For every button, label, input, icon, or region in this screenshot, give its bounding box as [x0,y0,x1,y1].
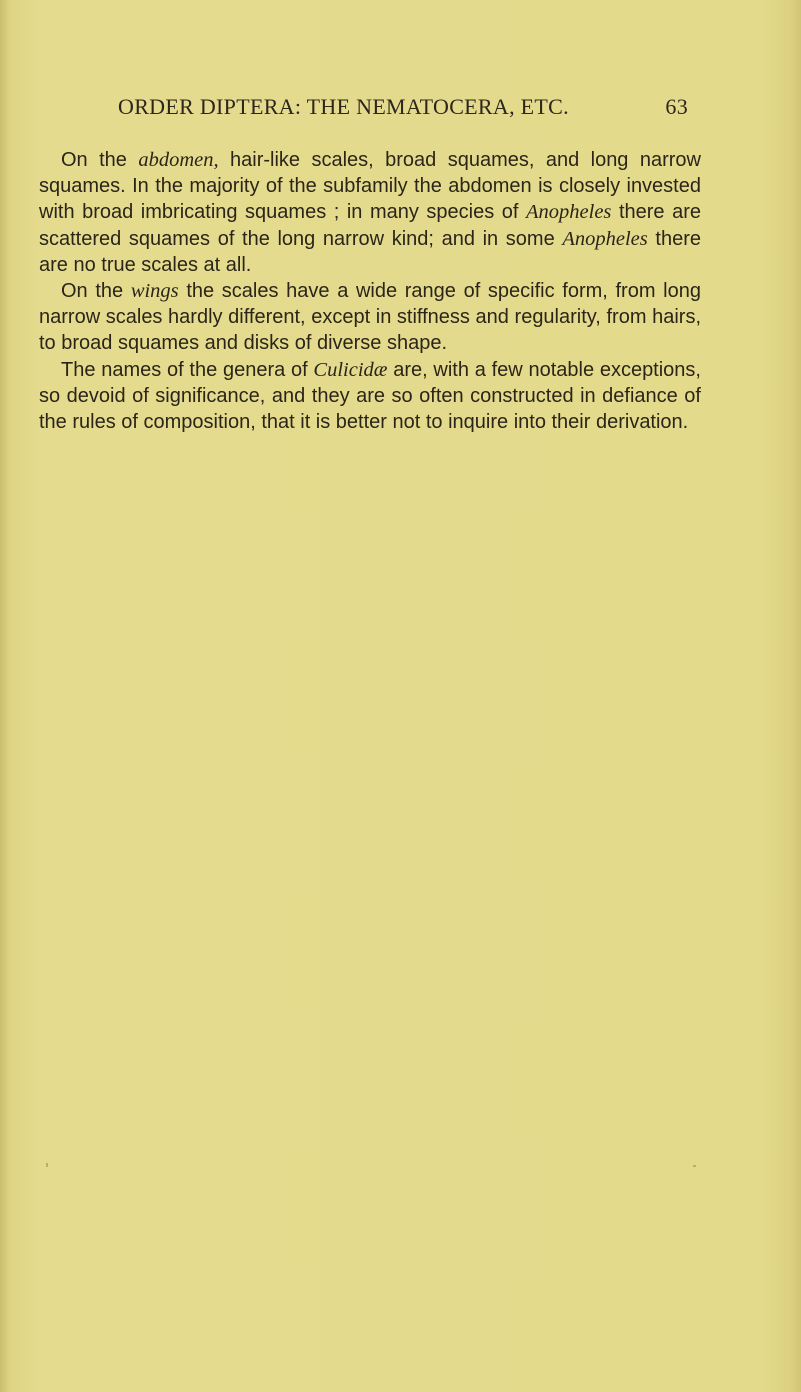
paragraph-segment-italic: abdomen, [138,149,219,171]
paragraph-segment: there are scattered squames of the long narrow kind; and in some [39,201,701,250]
running-head [118,94,688,124]
paragraph-abdomen [39,147,701,278]
paragraph-wings [39,278,701,357]
paper-speck [693,1165,696,1167]
paragraph-genera-names [39,357,701,436]
paragraph-segment-italic: Anopheles [526,201,612,224]
paragraph-segment: are, with a few notable exceptions, so devoid of significance, and they are so often constructed in defiance of the rules of composition, that it is better not to inquire into their derivation. [39,358,701,434]
paragraph-segment: there are no true scales at all. [39,227,701,276]
paper-speck [46,1163,48,1167]
paragraph-segment: hair-like scales, broad squames, and long narrow squames. In the majority of the subfamily the abdomen is closely invested with broad imbricating squames ; in many species of [39,149,701,224]
paragraph-segment: On the [61,149,139,171]
paragraph-segment: The names of the genera of [61,358,314,381]
body-text [39,147,701,435]
paragraph-segment-italic: wings [130,280,179,303]
paragraph-segment: the scales have a wide range of specific form, from long narrow scales hardly different, except in stiffness and regularity, from hairs, to broad squames and disks of diverse shape. [39,280,701,355]
paragraph-segment: On the [61,280,131,303]
page-number: 63 [665,94,688,119]
paragraph-segment-italic: Anopheles [562,227,648,250]
running-head-title: ORDER DIPTERA: THE NEMATOCERA, ETC. [118,94,569,119]
paragraph-segment-italic: Culicidæ [313,358,388,381]
